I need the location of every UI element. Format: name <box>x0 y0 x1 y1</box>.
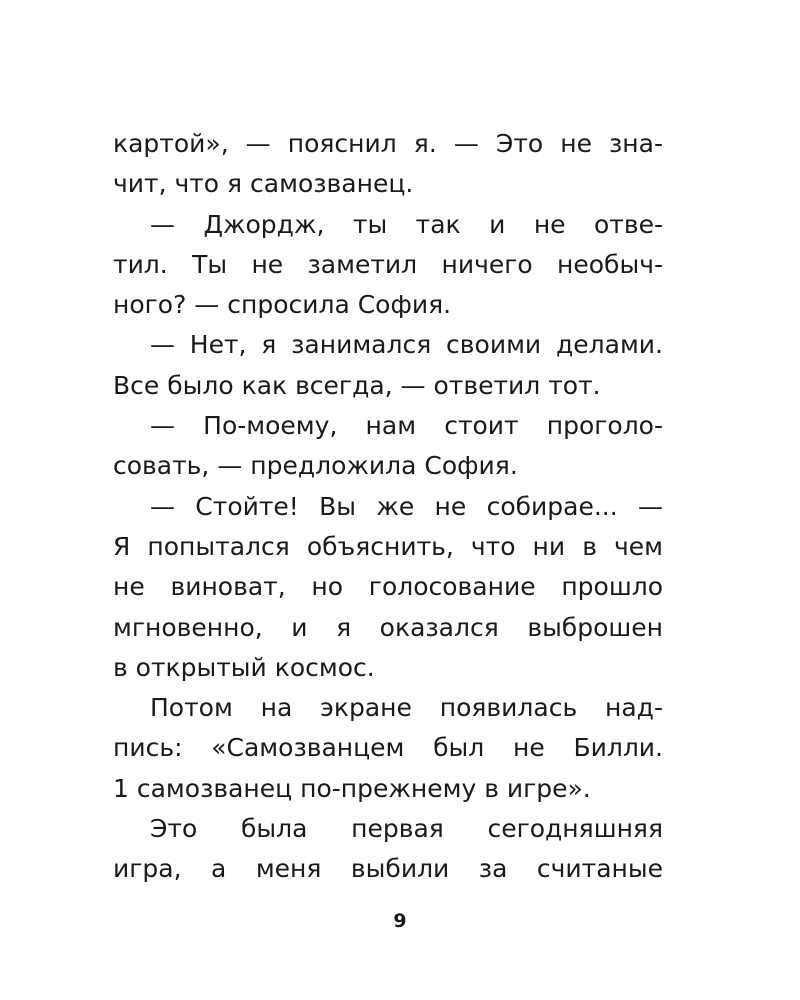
text-line: тил. Ты не заметил ничего необыч- <box>113 249 663 279</box>
text-line: в открытый космос. <box>113 652 375 682</box>
text-line: пись: «Самозванцем был не Билли. <box>113 733 663 763</box>
text-line: чит, что я самозванец. <box>113 169 414 199</box>
text-line: 1 самозванец по-прежнему в игре». <box>113 773 591 803</box>
text-line: — Нет, я занимался своими делами. <box>150 330 663 360</box>
body-text <box>113 124 663 890</box>
text-line: ного? — спросила София. <box>113 290 452 320</box>
page-number: 9 <box>393 910 407 932</box>
text-line: Я попытался объяснить, что ни в чем <box>113 531 663 561</box>
text-line: — Стойте! Вы же не собирае... — <box>150 491 663 521</box>
text-line: игра, а меня выбили за считаные <box>113 854 663 884</box>
text-line: не виноват, но голосование прошло <box>113 572 663 602</box>
text-line: совать, — предложила София. <box>113 451 518 481</box>
text-line: мгновенно, и я оказался выброшен <box>113 612 663 642</box>
text-line: — Джордж, ты так и не отве- <box>150 209 663 239</box>
text-line: Все было как всегда, — ответил тот. <box>113 370 601 400</box>
text-line: — По-моему, нам стоит проголо- <box>150 411 663 441</box>
text-line: картой», — пояснил я. — Это не зна- <box>113 129 663 158</box>
text-line: Это была первая сегодняшняя <box>150 814 663 844</box>
text-line: Потом на экране появилась над- <box>150 693 663 723</box>
